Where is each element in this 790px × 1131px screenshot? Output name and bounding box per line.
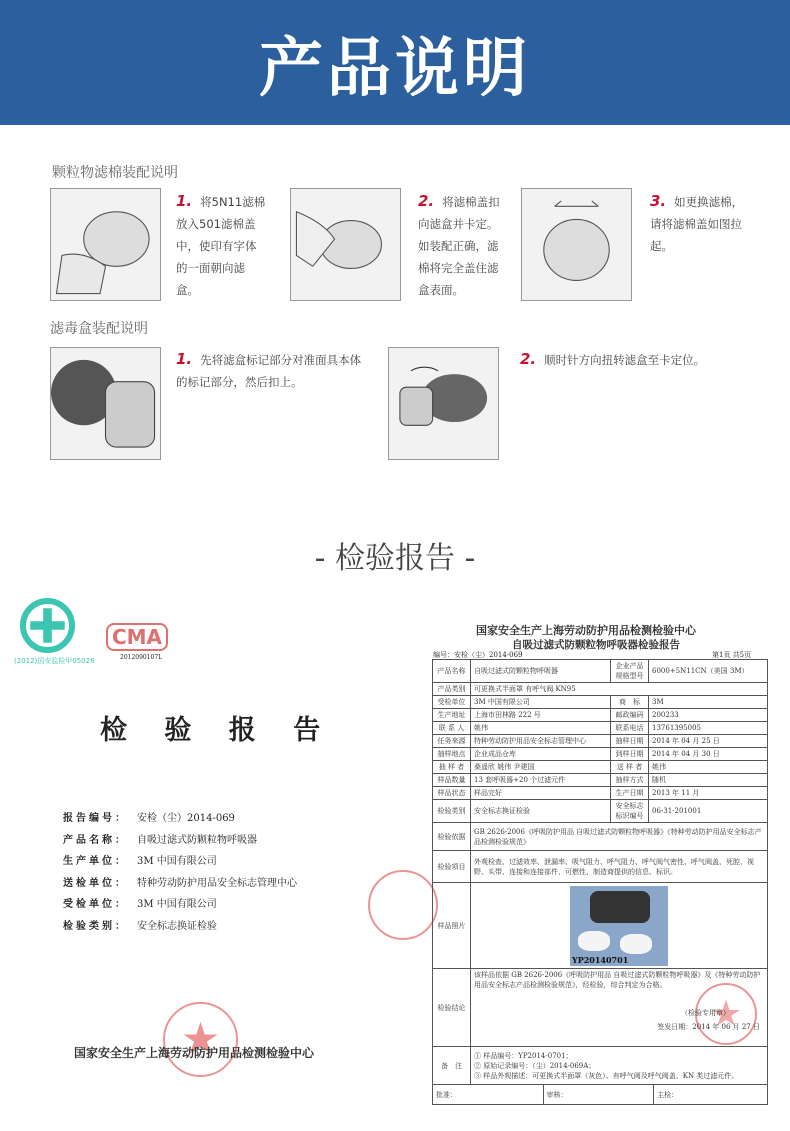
table-cell: 邮政编码 <box>611 709 649 722</box>
cover-field: 生产单位： 3M 中国有限公司 <box>63 856 217 867</box>
basis-label: 检验依据 <box>433 823 471 851</box>
table-cell: 安全标志换证检验 <box>471 800 611 823</box>
table-cell: 送 样 者 <box>611 761 649 774</box>
cartridge-step-1: 1. 先将滤盒标记部分对准面具本体的标记部分，然后扣上。 <box>176 350 362 389</box>
report-org: 国家安全生产上海劳动防护用品检测检验中心 <box>476 624 696 637</box>
cover-fields <box>63 808 297 937</box>
table-cell: 抽样日期 <box>611 735 649 748</box>
particulate-section-title: 颗粒物滤棉装配说明 <box>52 165 178 181</box>
table-cell: 联系电话 <box>611 722 649 735</box>
red-seal-icon <box>163 1002 238 1077</box>
items-label: 检验项目 <box>433 851 471 883</box>
sample-photo <box>570 886 668 966</box>
table-row <box>433 761 768 774</box>
table-cell: 13 套呼吸器+20 个过滤元件 <box>471 774 611 787</box>
table-cell: 200233 <box>649 709 768 722</box>
table-cell: 2013 年 11 月 <box>649 787 768 800</box>
sign-date: 签发日期：2014 年 06 月 27 日 <box>657 1023 760 1031</box>
table-cell: 样品状态 <box>433 787 471 800</box>
particulate-step-3: 3. 如更换滤棉，请将滤棉盖如图拉起。 <box>650 192 744 253</box>
cartridge-step-2: 2. 顺时针方向扭转滤盒至卡定位。 <box>520 350 706 368</box>
step-image <box>50 347 161 460</box>
report-title: 自吸过滤式防颗粒物呼吸器检验报告 <box>512 639 680 651</box>
table-cell: 商 标 <box>611 696 649 709</box>
cover-field: 产品名称： 自吸过滤式防颗粒物呼吸器 <box>63 834 257 846</box>
table-cell: 2014 年 04 月 25 日 <box>649 735 768 748</box>
cma-number: 2012090107L <box>120 654 163 661</box>
remarks-label: 备 注 <box>433 1047 471 1085</box>
table-cell: 企业成品仓库 <box>471 748 611 761</box>
safety-logo-icon <box>20 598 75 653</box>
table-row <box>433 696 768 709</box>
table-row <box>433 748 768 761</box>
table-cell: 桑遥欣 姚伟 尹建国 <box>471 761 611 774</box>
table-cell: 抽样方式 <box>611 774 649 787</box>
items-value: 外观检查、过滤效率、泄漏率、吸气阻力、呼气阻力、呼气阀气密性、呼气阀盖、死腔、视野、头带、连接和连接部件、可燃性、制造商提供的信息、标识。 <box>471 851 768 883</box>
table-cell: 姚伟 <box>471 722 611 735</box>
photo-label: 样品照片 <box>433 883 471 969</box>
page-title: 产品说明 <box>259 31 531 106</box>
cover-field: 报告编号： 安检（尘）2014-069 <box>63 813 235 824</box>
table-cell: 2014 年 04 月 30 日 <box>649 748 768 761</box>
safety-logo-text: (2012)国安监检甲05026 <box>14 657 95 665</box>
step-image <box>290 188 401 301</box>
step-image <box>388 347 499 460</box>
table-cell: 生产地址 <box>433 709 471 722</box>
remark: ③ 样品外观描述：可更换式半面罩（灰色）、有呼气阀及呼气阀盖、KN 类过滤元件。 <box>474 1071 739 1080</box>
table-cell: 检验类别 <box>433 800 471 823</box>
report-page: 第1页 共5页 <box>712 651 752 659</box>
photo-id: YP20140701 <box>572 954 629 965</box>
remark: ① 样品编号：YP2014-0701； <box>474 1051 573 1060</box>
table-cell: 到样日期 <box>611 748 649 761</box>
conclusion-text: 该样品依据 GB 2626-2006《呼吸防护用品 自吸过滤式防颗粒物呼吸器》及《特种劳动防护用品安全标志产品检测检验规范》，经检验，综合判定为合格。 <box>474 971 761 989</box>
table-cell: 06-31-201001 <box>649 800 768 823</box>
table-cell: 6000+5N11CN（美国 3M） <box>649 660 768 683</box>
stamp-note: （检验专用章） <box>681 1009 730 1017</box>
table-row <box>433 722 768 735</box>
cartridge-section-title: 滤毒盒装配说明 <box>50 321 148 337</box>
table-cell: 企业产品规格型号 <box>611 660 649 683</box>
table-row <box>433 800 768 823</box>
table-cell: 任务来源 <box>433 735 471 748</box>
step-image <box>521 188 632 301</box>
table-row <box>433 787 768 800</box>
particulate-step-1: 1. 将5N11滤棉放入501滤棉盖中，使印有字体的一面朝向滤盒。 <box>176 192 266 297</box>
table-cell: 随机 <box>649 774 768 787</box>
table-row <box>433 735 768 748</box>
table-cell: 样品完好 <box>471 787 611 800</box>
table-cell: 特种劳动防护用品安全标志管理中心 <box>471 735 611 748</box>
table-cell: 样品数量 <box>433 774 471 787</box>
approve-label: 批准： <box>436 1090 457 1099</box>
header-banner <box>0 0 790 125</box>
table-cell: 生产日期 <box>611 787 649 800</box>
table-cell: 13761395005 <box>649 722 768 735</box>
table-row <box>433 683 768 696</box>
table-cell: 姚伟 <box>649 761 768 774</box>
cover-title: 检 验 报 告 <box>100 715 335 746</box>
conclusion-label: 检验结论 <box>433 969 471 1047</box>
table-cell: 上海市田林路 222 号 <box>471 709 611 722</box>
report-section-title: - 检验报告 - <box>314 541 476 576</box>
cover-field: 受检单位： 3M 中国有限公司 <box>63 899 217 910</box>
table-cell: 产品名称 <box>433 660 471 683</box>
table-cell: 自吸过滤式防颗粒物呼吸器 <box>471 660 611 683</box>
particulate-step-2: 2. 将滤棉盖扣向滤盒并卡定。如装配正确，滤棉将完全盖住滤盒表面。 <box>418 192 500 297</box>
cover-field: 检验类别： 安全标志换证检验 <box>63 920 217 932</box>
red-seal-icon <box>368 870 438 940</box>
table-row <box>433 774 768 787</box>
table-cell: 受检单位 <box>433 696 471 709</box>
table-cell: 安全标志标识编号 <box>611 800 649 823</box>
table-cell: 可更换式半面罩 有呼气阀 KN95 <box>471 683 768 696</box>
cover-field: 送检单位： 特种劳动防护用品安全标志管理中心 <box>63 877 297 889</box>
table-cell: 联 系 人 <box>433 722 471 735</box>
remark: ② 原始记录编号：（尘）2014-069A； <box>474 1061 596 1070</box>
cover-issuer: 国家安全生产上海劳动防护用品检测检验中心 <box>74 1046 315 1060</box>
cma-logo: CMA <box>106 623 168 651</box>
step-image <box>50 188 161 301</box>
report-table <box>432 659 768 1105</box>
basis-value: GB 2626-2006《呼吸防护用品 自吸过滤式防颗粒物呼吸器》《特种劳动防护用品安全标志产品检测检验规范》 <box>471 823 768 851</box>
table-cell: 3M <box>649 696 768 709</box>
inspect-label: 主检： <box>657 1090 679 1099</box>
report-number: 编号：安检（尘）2014-069 <box>433 651 523 659</box>
table-cell: 抽 样 者 <box>433 761 471 774</box>
table-cell: 产品类别 <box>433 683 471 696</box>
table-cell: 3M 中国有限公司 <box>471 696 611 709</box>
review-label: 审核： <box>546 1090 568 1099</box>
table-row <box>433 660 768 683</box>
table-row <box>433 709 768 722</box>
table-cell: 抽样地点 <box>433 748 471 761</box>
